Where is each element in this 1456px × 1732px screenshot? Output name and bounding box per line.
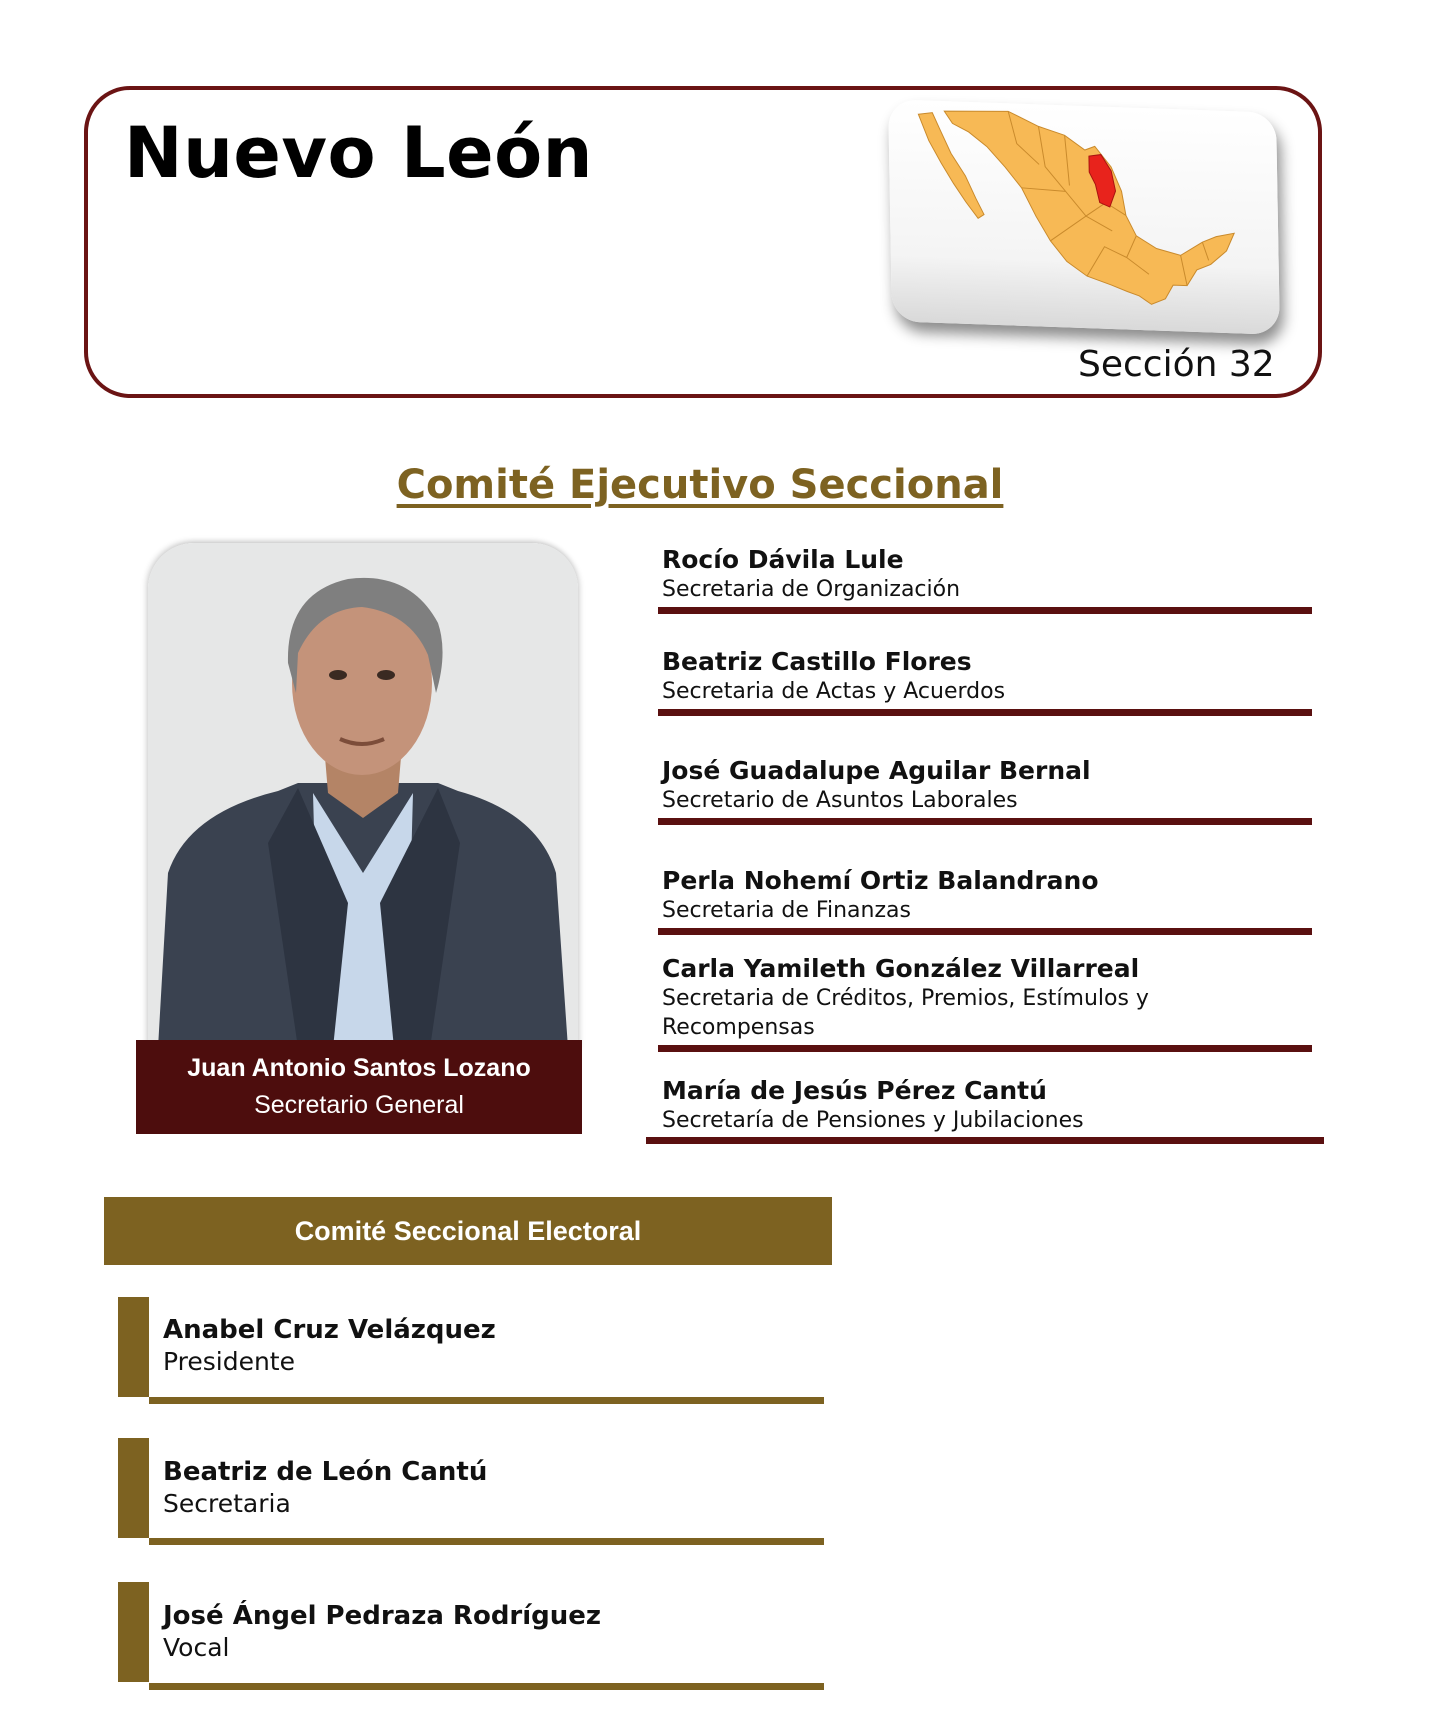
list-item	[662, 1076, 1312, 1135]
accent-bar	[118, 1297, 149, 1397]
list-item	[662, 647, 1312, 706]
electoral-member-role: Presidente	[163, 1347, 295, 1376]
member-role: Secretaría de Pensiones y Jubilaciones	[662, 1108, 1084, 1133]
divider	[149, 1397, 824, 1404]
member-role: Secretaria de Finanzas	[662, 898, 911, 923]
electoral-member-name: José Ángel Pedraza Rodríguez	[163, 1601, 602, 1631]
divider	[149, 1683, 824, 1690]
member-name: Carla Yamileth González Villarreal	[662, 954, 1140, 983]
executive-committee-heading: Comité Ejecutivo Seccional	[396, 462, 1004, 508]
electoral-member-role: Vocal	[163, 1633, 230, 1662]
member-name: Rocío Dávila Lule	[662, 545, 904, 574]
member-role: Secretario de Asuntos Laborales	[662, 788, 1018, 813]
electoral-member-name: Anabel Cruz Velázquez	[163, 1315, 496, 1345]
leader-role: Secretario General	[254, 1091, 464, 1119]
electoral-member-role: Secretaria	[163, 1489, 291, 1518]
mainland-shape	[944, 109, 1235, 307]
member-name: José Guadalupe Aguilar Bernal	[662, 756, 1091, 785]
section-label: Sección 32	[1078, 344, 1275, 385]
list-item	[662, 866, 1312, 925]
list-item	[662, 954, 1222, 1042]
divider	[658, 607, 1312, 614]
list-item	[662, 545, 1312, 604]
divider	[658, 818, 1312, 825]
accent-bar	[118, 1582, 149, 1682]
member-role: Secretaria de Organización	[662, 577, 961, 602]
divider	[658, 928, 1312, 935]
mexico-map-icon	[888, 99, 1280, 335]
member-role: Secretaria de Actas y Acuerdos	[662, 679, 1006, 704]
divider	[658, 709, 1312, 716]
member-name: Beatriz Castillo Flores	[662, 647, 972, 676]
divider	[658, 1045, 1312, 1052]
leader-caption	[136, 1040, 582, 1134]
electoral-committee-heading: Comité Seccional Electoral	[104, 1197, 832, 1265]
electoral-member-name: Beatriz de León Cantú	[163, 1457, 488, 1487]
leader-photo	[148, 543, 578, 1048]
divider	[149, 1538, 824, 1545]
accent-bar	[118, 1438, 149, 1538]
member-role: Secretaria de Créditos, Premios, Estímulos y Recompensas	[662, 986, 1149, 1040]
member-name: María de Jesús Pérez Cantú	[662, 1076, 1047, 1105]
divider	[646, 1137, 1324, 1144]
member-name: Perla Nohemí Ortiz Balandrano	[662, 866, 1099, 895]
state-title: Nuevo León	[124, 112, 593, 194]
leader-name: Juan Antonio Santos Lozano	[187, 1054, 531, 1082]
list-item	[662, 756, 1312, 815]
